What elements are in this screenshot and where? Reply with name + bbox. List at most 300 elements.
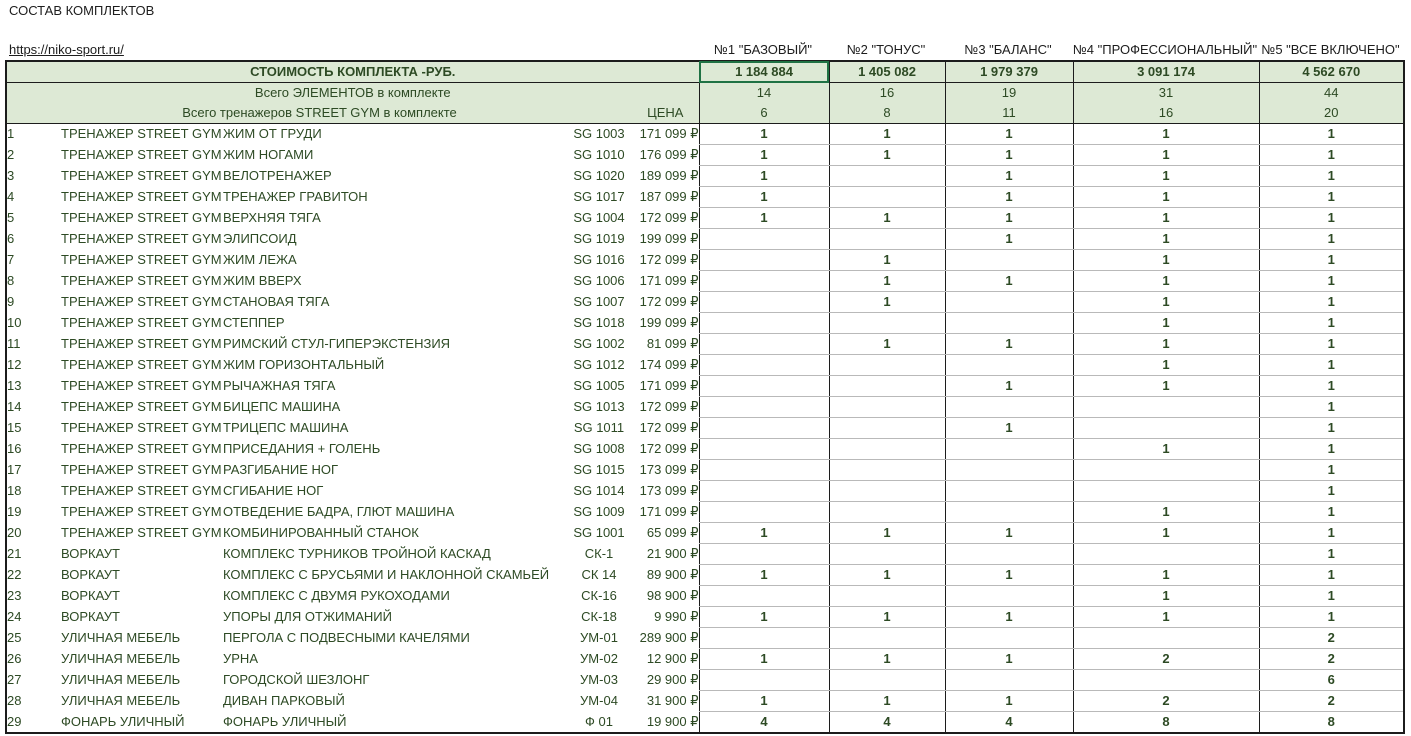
item-price[interactable]: 12 900 ₽ [646,651,699,666]
item-name[interactable]: ПЕРГОЛА С ПОДВЕСНЫМИ КАЧЕЛЯМИ [223,630,470,645]
item-name[interactable]: ГОРОДСКОЙ ШЕЗЛОНГ [223,672,370,687]
item-number[interactable]: 26 [7,651,22,666]
kit-qty-cell[interactable]: 1 [829,124,945,145]
item-category[interactable]: ТРЕНАЖЕР STREET GYM [61,315,222,330]
item-code[interactable]: СК-18 [581,609,617,624]
kit-qty-cell[interactable] [945,481,1073,502]
item-number[interactable]: 19 [7,504,22,519]
kit-qty-cell[interactable]: 1 [945,691,1073,712]
item-price[interactable]: 172 099 ₽ [639,420,699,435]
kit-qty-cell[interactable] [699,544,829,565]
kit-qty-cell[interactable]: 1 [829,271,945,292]
item-number[interactable]: 2 [7,147,15,162]
item-code[interactable]: SG 1018 [573,315,625,330]
item-name[interactable]: КОМПЛЕКС С БРУСЬЯМИ И НАКЛОННОЙ СКАМЬЕЙ [223,567,550,582]
item-price[interactable]: 65 099 ₽ [646,525,699,540]
kit-qty-cell[interactable]: 1 [1259,460,1404,481]
kit-qty-cell[interactable]: 1 [699,187,829,208]
item-number[interactable]: 9 [7,294,15,309]
kit-qty-cell[interactable]: 1 [1259,481,1404,502]
kit-qty-cell[interactable] [699,397,829,418]
item-name[interactable]: УПОРЫ ДЛЯ ОТЖИМАНИЙ [223,609,392,624]
kit-qty-cell[interactable]: 1 [699,649,829,670]
item-number[interactable]: 20 [7,525,22,540]
kit-qty-cell[interactable]: 1 [945,229,1073,250]
item-name[interactable]: ТРЕНАЖЕР ГРАВИТОН [223,189,368,204]
item-number[interactable]: 22 [7,567,22,582]
kit-elements-cell[interactable]: 44 [1259,83,1404,104]
item-price[interactable]: 173 099 ₽ [639,483,699,498]
kit-qty-cell[interactable]: 1 [1259,124,1404,145]
item-name[interactable]: СГИБАНИЕ НОГ [223,483,324,498]
kit-qty-cell[interactable] [829,355,945,376]
item-number[interactable]: 16 [7,441,22,456]
kit-qty-cell[interactable] [1073,544,1259,565]
kit-qty-cell[interactable]: 1 [1259,229,1404,250]
item-category[interactable]: ТРЕНАЖЕР STREET GYM [61,420,222,435]
item-category[interactable]: ТРЕНАЖЕР STREET GYM [61,357,222,372]
kit-qty-cell[interactable] [945,670,1073,691]
kit-elements-cell[interactable]: 31 [1073,83,1259,104]
kit-qty-cell[interactable] [699,439,829,460]
item-code[interactable]: УМ-04 [580,693,618,708]
kit-qty-cell[interactable] [829,670,945,691]
item-number[interactable]: 11 [7,336,21,351]
kit-qty-cell[interactable]: 1 [1259,544,1404,565]
kit-qty-cell[interactable]: 1 [945,334,1073,355]
item-price[interactable]: 171 099 ₽ [639,273,699,288]
kit-gyms-cell[interactable]: 8 [829,103,945,124]
kit-qty-cell[interactable] [945,586,1073,607]
kit-qty-cell[interactable] [829,439,945,460]
item-code[interactable]: УМ-01 [580,630,618,645]
item-code[interactable]: SG 1008 [573,441,625,456]
kit-qty-cell[interactable] [1073,481,1259,502]
kit-qty-cell[interactable]: 6 [1259,670,1404,691]
item-name[interactable]: ВЕЛОТРЕНАЖЕР [223,168,332,183]
kit-cost-cell[interactable]: 1 979 379 [945,61,1073,83]
kit-qty-cell[interactable] [945,628,1073,649]
item-name[interactable]: ФОНАРЬ УЛИЧНЫЙ [223,713,347,729]
item-category[interactable]: ТРЕНАЖЕР STREET GYM [61,126,222,142]
kit-qty-cell[interactable]: 1 [1259,397,1404,418]
item-number[interactable]: 7 [7,252,15,267]
item-name[interactable]: БИЦЕПС МАШИНА [223,399,341,414]
kit-qty-cell[interactable]: 1 [829,649,945,670]
kit-qty-cell[interactable]: 1 [699,208,829,229]
item-number[interactable]: 29 [7,713,22,729]
kit-qty-cell[interactable]: 1 [1259,292,1404,313]
kit-qty-cell[interactable] [699,502,829,523]
kit-qty-cell[interactable] [829,481,945,502]
item-number[interactable]: 13 [7,378,22,393]
kit-qty-cell[interactable]: 2 [1259,649,1404,670]
item-code[interactable]: СК-16 [581,588,617,603]
kit-qty-cell[interactable]: 1 [1259,565,1404,586]
kit-elements-cell[interactable]: 19 [945,83,1073,104]
kit-gyms-cell[interactable]: 11 [945,103,1073,124]
item-number[interactable]: 25 [7,630,22,645]
item-price[interactable]: 289 900 ₽ [639,630,699,645]
item-price[interactable]: 176 099 ₽ [639,147,699,162]
item-category[interactable]: ВОРКАУТ [61,588,120,603]
kit-qty-cell[interactable]: 1 [829,607,945,628]
kit-qty-cell[interactable]: 1 [1259,376,1404,397]
item-category[interactable]: ТРЕНАЖЕР STREET GYM [61,336,222,351]
item-code[interactable]: SG 1014 [573,483,625,498]
item-name[interactable]: ЖИМ ВВЕРХ [223,273,302,288]
item-code[interactable]: SG 1019 [573,231,625,246]
item-price[interactable]: 199 099 ₽ [639,231,699,246]
item-number[interactable]: 8 [7,273,15,288]
kit-qty-cell[interactable] [699,292,829,313]
item-name[interactable]: ЭЛИПСОИД [223,231,297,246]
item-category[interactable]: ТРЕНАЖЕР STREET GYM [61,231,222,246]
item-category[interactable]: ТРЕНАЖЕР STREET GYM [61,168,222,183]
kit-qty-cell[interactable]: 1 [1259,334,1404,355]
item-name[interactable]: ЖИМ НОГАМИ [223,147,314,162]
item-name[interactable]: ПРИСЕДАНИЯ + ГОЛЕНЬ [223,441,381,456]
kit-qty-cell[interactable]: 1 [1259,145,1404,166]
item-price[interactable]: 171 099 ₽ [639,504,699,519]
kit-qty-cell[interactable]: 1 [1073,187,1259,208]
item-number[interactable]: 6 [7,231,15,246]
item-name[interactable]: КОМПЛЕКС С ДВУМЯ РУКОХОДАМИ [223,588,450,603]
item-price[interactable]: 172 099 ₽ [639,441,699,456]
item-category[interactable]: ТРЕНАЖЕР STREET GYM [61,252,222,267]
item-category[interactable]: ТРЕНАЖЕР STREET GYM [61,378,222,393]
kit-qty-cell[interactable]: 1 [1073,523,1259,544]
item-category[interactable]: УЛИЧНАЯ МЕБЕЛЬ [61,672,181,687]
kit-qty-cell[interactable] [829,313,945,334]
kit-qty-cell[interactable]: 1 [1073,502,1259,523]
item-code[interactable]: УМ-02 [580,651,618,666]
kit-qty-cell[interactable]: 4 [945,712,1073,734]
item-category[interactable]: ТРЕНАЖЕР STREET GYM [61,504,222,519]
kit-qty-cell[interactable] [829,460,945,481]
kit-qty-cell[interactable]: 1 [699,124,829,145]
website-link[interactable]: https://niko-sport.ru/ [9,42,124,57]
kit-qty-cell[interactable]: 1 [1073,124,1259,145]
item-category[interactable]: ТРЕНАЖЕР STREET GYM [61,441,222,456]
item-category[interactable]: ВОРКАУТ [61,609,120,624]
item-name[interactable]: КОМБИНИРОВАННЫЙ СТАНОК [223,525,419,540]
kit-qty-cell[interactable]: 8 [1259,712,1404,734]
item-code[interactable]: УМ-03 [580,672,618,687]
item-price[interactable]: 29 900 ₽ [646,672,699,687]
kit-cost-cell[interactable]: 4 562 670 [1259,61,1404,83]
item-category[interactable]: УЛИЧНАЯ МЕБЕЛЬ [61,693,181,708]
item-price[interactable]: 172 099 ₽ [639,294,699,309]
kit-qty-cell[interactable] [1073,670,1259,691]
item-code[interactable]: SG 1009 [573,504,625,519]
kit-qty-cell[interactable]: 1 [1259,439,1404,460]
item-number[interactable]: 4 [7,189,15,204]
kit-qty-cell[interactable]: 1 [699,145,829,166]
item-name[interactable]: РАЗГИБАНИЕ НОГ [223,462,339,477]
kit-elements-cell[interactable]: 16 [829,83,945,104]
kit-qty-cell[interactable]: 1 [1073,565,1259,586]
kit-qty-cell[interactable]: 2 [1259,691,1404,712]
item-number[interactable]: 23 [7,588,22,603]
kit-qty-cell[interactable] [945,502,1073,523]
kit-qty-cell[interactable]: 1 [945,523,1073,544]
item-name[interactable]: РИМСКИЙ СТУЛ-ГИПЕРЭКСТЕНЗИЯ [223,336,451,351]
kit-qty-cell[interactable]: 1 [945,607,1073,628]
kit-qty-cell[interactable]: 1 [699,166,829,187]
item-code[interactable]: SG 1016 [573,252,625,267]
kit-qty-cell[interactable]: 1 [829,334,945,355]
kit-qty-cell[interactable]: 1 [1259,313,1404,334]
kit-qty-cell[interactable] [829,229,945,250]
kit-qty-cell[interactable]: 1 [829,250,945,271]
kit-cost-cell[interactable]: 1 184 884 [699,61,829,83]
item-code[interactable]: Ф 01 [585,713,613,729]
item-name[interactable]: ЖИМ ЛЕЖА [223,252,297,267]
item-code[interactable]: SG 1001 [573,525,625,540]
kit-cost-cell[interactable]: 1 405 082 [829,61,945,83]
item-category[interactable]: ТРЕНАЖЕР STREET GYM [61,462,222,477]
item-number[interactable]: 3 [7,168,15,183]
item-code[interactable]: SG 1015 [573,462,625,477]
item-code[interactable]: СК 14 [581,567,617,582]
item-price[interactable]: 172 099 ₽ [639,399,699,414]
kit-qty-cell[interactable]: 1 [1073,292,1259,313]
item-number[interactable]: 21 [7,546,22,561]
item-code[interactable]: SG 1007 [573,294,625,309]
kit-qty-cell[interactable] [829,586,945,607]
item-name[interactable]: ВЕРХНЯЯ ТЯГА [223,210,321,225]
kit-qty-cell[interactable]: 1 [1259,586,1404,607]
item-code[interactable]: SG 1005 [573,378,625,393]
kit-qty-cell[interactable]: 1 [945,145,1073,166]
item-name[interactable]: УРНА [223,651,258,666]
item-code[interactable]: SG 1006 [573,273,625,288]
kit-qty-cell[interactable]: 1 [1073,313,1259,334]
kit-qty-cell[interactable]: 1 [1259,187,1404,208]
item-category[interactable]: ТРЕНАЖЕР STREET GYM [61,189,222,204]
kit-qty-cell[interactable]: 2 [1073,691,1259,712]
item-price[interactable]: 199 099 ₽ [639,315,699,330]
kit-qty-cell[interactable] [1073,628,1259,649]
kit-qty-cell[interactable]: 1 [829,292,945,313]
item-price[interactable]: 187 099 ₽ [639,189,699,204]
item-code[interactable]: SG 1010 [573,147,625,162]
item-name[interactable]: ОТВЕДЕНИЕ БАДРА, ГЛЮТ МАШИНА [223,504,455,519]
kit-qty-cell[interactable]: 1 [1073,166,1259,187]
item-code[interactable]: SG 1020 [573,168,625,183]
item-name[interactable]: ЖИМ ГОРИЗОНТАЛЬНЫЙ [223,357,385,372]
item-price[interactable]: 89 900 ₽ [646,567,699,582]
item-category[interactable]: ФОНАРЬ УЛИЧНЫЙ [61,713,185,729]
item-price[interactable]: 172 099 ₽ [639,252,699,267]
item-number[interactable]: 17 [7,462,22,477]
item-code[interactable]: SG 1013 [573,399,625,414]
item-price[interactable]: 171 099 ₽ [639,378,699,393]
item-number[interactable]: 14 [7,399,22,414]
kit-qty-cell[interactable] [699,586,829,607]
kit-qty-cell[interactable]: 1 [829,523,945,544]
kit-qty-cell[interactable] [945,313,1073,334]
item-category[interactable]: ТРЕНАЖЕР STREET GYM [61,399,222,414]
kit-qty-cell[interactable] [945,397,1073,418]
item-code[interactable]: SG 1002 [573,336,625,351]
item-code[interactable]: SG 1011 [573,420,625,435]
item-category[interactable]: ВОРКАУТ [61,567,120,582]
item-price[interactable]: 171 099 ₽ [639,126,699,142]
item-price[interactable]: 172 099 ₽ [639,210,699,225]
item-category[interactable]: ТРЕНАЖЕР STREET GYM [61,525,222,540]
item-number[interactable]: 27 [7,672,22,687]
kit-qty-cell[interactable] [699,229,829,250]
kit-qty-cell[interactable]: 1 [1259,607,1404,628]
kit-qty-cell[interactable] [699,313,829,334]
kit-qty-cell[interactable] [699,250,829,271]
kit-qty-cell[interactable]: 8 [1073,712,1259,734]
kit-qty-cell[interactable]: 1 [945,187,1073,208]
item-category[interactable]: ТРЕНАЖЕР STREET GYM [61,294,222,309]
kit-qty-cell[interactable]: 1 [1073,586,1259,607]
kit-qty-cell[interactable]: 1 [945,565,1073,586]
kit-qty-cell[interactable] [829,376,945,397]
item-name[interactable]: СТАНОВАЯ ТЯГА [223,294,330,309]
kit-qty-cell[interactable] [945,460,1073,481]
kit-qty-cell[interactable]: 1 [1259,523,1404,544]
kit-qty-cell[interactable]: 1 [699,523,829,544]
kit-qty-cell[interactable]: 1 [1073,145,1259,166]
item-category[interactable]: ТРЕНАЖЕР STREET GYM [61,210,222,225]
kit-qty-cell[interactable]: 1 [829,565,945,586]
item-category[interactable]: УЛИЧНАЯ МЕБЕЛЬ [61,630,181,645]
kit-qty-cell[interactable] [945,250,1073,271]
kit-gyms-cell[interactable]: 20 [1259,103,1404,124]
kit-qty-cell[interactable]: 2 [1073,649,1259,670]
kit-qty-cell[interactable] [1073,418,1259,439]
kit-gyms-cell[interactable]: 16 [1073,103,1259,124]
item-price[interactable]: 31 900 ₽ [646,693,699,708]
kit-qty-cell[interactable] [699,355,829,376]
kit-qty-cell[interactable] [1073,460,1259,481]
item-category[interactable]: ВОРКАУТ [61,546,120,561]
kit-qty-cell[interactable]: 1 [829,691,945,712]
kit-elements-cell[interactable]: 14 [699,83,829,104]
kit-qty-cell[interactable] [829,544,945,565]
kit-qty-cell[interactable] [699,481,829,502]
kit-qty-cell[interactable] [829,418,945,439]
item-price[interactable]: 9 990 ₽ [654,609,699,624]
kit-qty-cell[interactable]: 2 [1259,628,1404,649]
kit-qty-cell[interactable] [945,544,1073,565]
item-name[interactable]: РЫЧАЖНАЯ ТЯГА [223,378,336,393]
item-category[interactable]: ТРЕНАЖЕР STREET GYM [61,483,222,498]
item-code[interactable]: SG 1017 [573,189,625,204]
kit-qty-cell[interactable]: 1 [1073,355,1259,376]
item-code[interactable]: SG 1012 [573,357,625,372]
kit-qty-cell[interactable]: 1 [699,691,829,712]
item-price[interactable]: 81 099 ₽ [646,336,699,351]
kit-qty-cell[interactable]: 1 [1259,418,1404,439]
kit-qty-cell[interactable] [699,628,829,649]
kit-qty-cell[interactable]: 1 [945,166,1073,187]
item-number[interactable]: 1 [7,126,15,142]
kit-qty-cell[interactable] [829,187,945,208]
kit-qty-cell[interactable]: 1 [945,376,1073,397]
kit-qty-cell[interactable]: 1 [1073,376,1259,397]
item-category[interactable]: ТРЕНАЖЕР STREET GYM [61,273,222,288]
item-price[interactable]: 19 900 ₽ [646,713,699,729]
kit-cost-cell[interactable]: 3 091 174 [1073,61,1259,83]
item-name[interactable]: ДИВАН ПАРКОВЫЙ [223,693,345,708]
kit-qty-cell[interactable]: 1 [699,607,829,628]
kit-qty-cell[interactable]: 1 [1259,502,1404,523]
item-number[interactable]: 12 [7,357,22,372]
kit-qty-cell[interactable] [829,397,945,418]
kit-qty-cell[interactable]: 1 [945,271,1073,292]
kit-qty-cell[interactable] [945,439,1073,460]
item-price[interactable]: 21 900 ₽ [646,546,699,561]
item-number[interactable]: 24 [7,609,22,624]
kit-qty-cell[interactable]: 1 [1073,439,1259,460]
kit-qty-cell[interactable]: 4 [829,712,945,734]
kit-qty-cell[interactable] [1073,397,1259,418]
item-price[interactable]: 173 099 ₽ [639,462,699,477]
item-code[interactable]: SG 1004 [573,210,625,225]
kit-qty-cell[interactable]: 1 [945,418,1073,439]
item-name[interactable]: СТЕППЕР [223,315,285,330]
item-category[interactable]: ТРЕНАЖЕР STREET GYM [61,147,222,162]
item-category[interactable]: УЛИЧНАЯ МЕБЕЛЬ [61,651,181,666]
kit-qty-cell[interactable] [699,460,829,481]
kit-qty-cell[interactable]: 1 [1073,607,1259,628]
kit-qty-cell[interactable]: 1 [945,649,1073,670]
item-code[interactable]: SG 1003 [573,126,625,142]
kit-qty-cell[interactable]: 1 [699,565,829,586]
kit-qty-cell[interactable]: 1 [1259,208,1404,229]
kit-qty-cell[interactable]: 1 [1259,355,1404,376]
kit-qty-cell[interactable] [945,292,1073,313]
kit-qty-cell[interactable]: 1 [829,208,945,229]
item-number[interactable]: 18 [7,483,22,498]
kit-qty-cell[interactable]: 1 [1073,271,1259,292]
item-name[interactable]: ЖИМ ОТ ГРУДИ [223,126,322,142]
kit-qty-cell[interactable]: 4 [699,712,829,734]
kit-qty-cell[interactable]: 1 [1259,166,1404,187]
item-number[interactable]: 10 [7,315,22,330]
item-price[interactable]: 98 900 ₽ [646,588,699,603]
kit-gyms-cell[interactable]: 6 [699,103,829,124]
kit-qty-cell[interactable]: 1 [1073,208,1259,229]
item-number[interactable]: 5 [7,210,15,225]
kit-qty-cell[interactable] [699,271,829,292]
kit-qty-cell[interactable]: 1 [1259,271,1404,292]
kit-qty-cell[interactable] [829,628,945,649]
kit-qty-cell[interactable] [699,670,829,691]
kit-qty-cell[interactable] [829,502,945,523]
kit-qty-cell[interactable] [699,334,829,355]
item-code[interactable]: СК-1 [584,546,614,561]
item-name[interactable]: ТРИЦЕПС МАШИНА [223,420,349,435]
kit-qty-cell[interactable] [699,418,829,439]
item-number[interactable]: 15 [7,420,22,435]
kit-qty-cell[interactable]: 1 [1073,334,1259,355]
kit-qty-cell[interactable]: 1 [1073,229,1259,250]
item-price[interactable]: 189 099 ₽ [639,168,699,183]
item-name[interactable]: КОМПЛЕКС ТУРНИКОВ ТРОЙНОЙ КАСКАД [223,546,491,561]
kit-qty-cell[interactable]: 1 [945,124,1073,145]
kit-qty-cell[interactable]: 1 [945,208,1073,229]
kit-qty-cell[interactable]: 1 [829,145,945,166]
kit-qty-cell[interactable]: 1 [1073,250,1259,271]
